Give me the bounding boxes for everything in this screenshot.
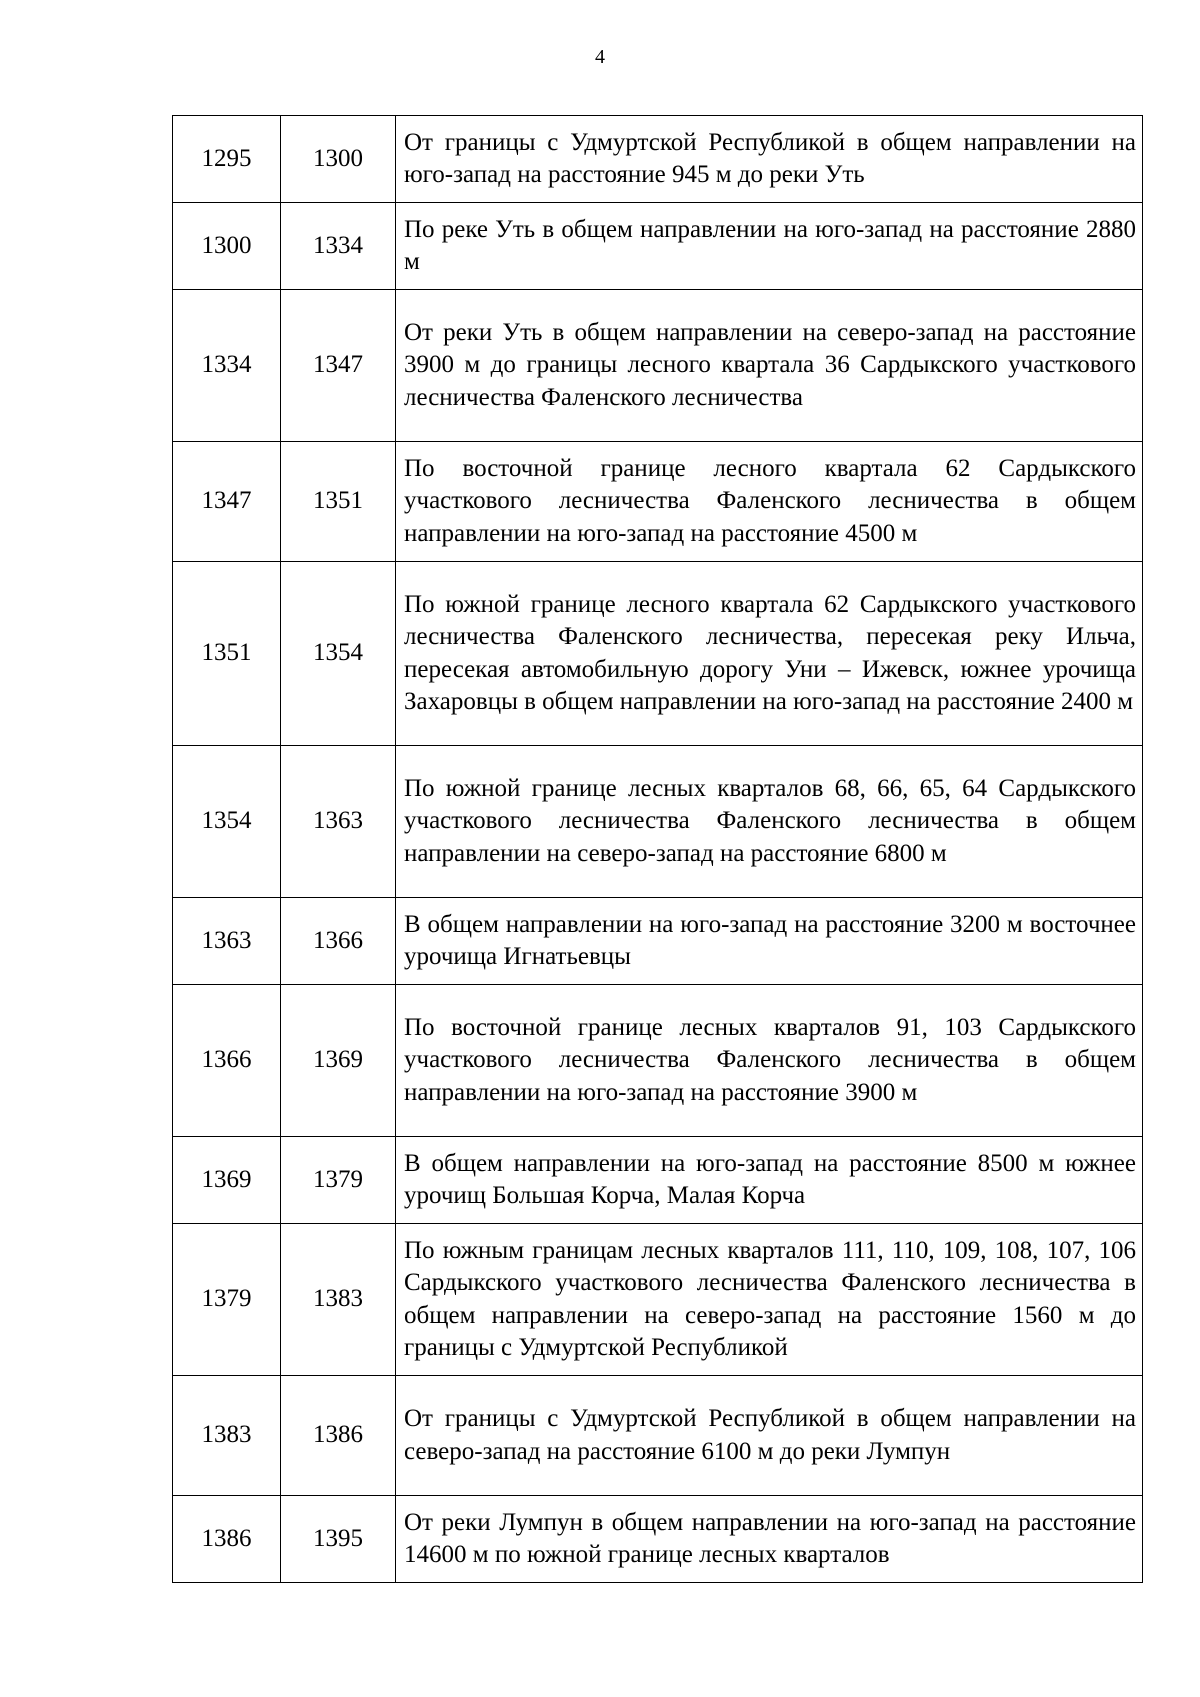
point-from-cell: 1354	[173, 746, 281, 898]
table-row	[173, 116, 1143, 203]
table-row	[173, 1496, 1143, 1583]
table-row	[173, 898, 1143, 985]
point-to-cell: 1363	[281, 746, 396, 898]
point-to-cell: 1383	[281, 1224, 396, 1376]
description-cell: По южной границе лесного квартала 62 Сардыкского участкового лесничества Фаленского лесничества, пересекая реку Ильча, пересекая автомобильную дорогу Уни – Ижевск, южнее урочища Захаровцы в общем направлении на юго-запад на расстояние 2400 м	[396, 562, 1143, 746]
point-from-cell: 1369	[173, 1137, 281, 1224]
point-from-cell: 1386	[173, 1496, 281, 1583]
description-cell: В общем направлении на юго-запад на расстояние 8500 м южнее урочищ Большая Корча, Малая Корча	[396, 1137, 1143, 1224]
table-row	[173, 985, 1143, 1137]
table-row	[173, 746, 1143, 898]
point-from-cell: 1347	[173, 442, 281, 562]
description-cell: От границы с Удмуртской Республикой в общем направлении на северо-запад на расстояние 6100 м до реки Лумпун	[396, 1376, 1143, 1496]
point-from-cell: 1383	[173, 1376, 281, 1496]
point-to-cell: 1366	[281, 898, 396, 985]
point-to-cell: 1369	[281, 985, 396, 1137]
table-row	[173, 442, 1143, 562]
point-from-cell: 1366	[173, 985, 281, 1137]
table-row	[173, 1224, 1143, 1376]
point-to-cell: 1395	[281, 1496, 396, 1583]
point-to-cell: 1354	[281, 562, 396, 746]
description-cell: От реки Уть в общем направлении на северо-запад на расстояние 3900 м до границы лесного квартала 36 Сардыкского участкового лесничества Фаленского лесничества	[396, 290, 1143, 442]
description-cell: От границы с Удмуртской Республикой в общем направлении на юго-запад на расстояние 945 м до реки Уть	[396, 116, 1143, 203]
point-to-cell: 1300	[281, 116, 396, 203]
point-from-cell: 1379	[173, 1224, 281, 1376]
point-from-cell: 1363	[173, 898, 281, 985]
description-cell: По восточной границе лесного квартала 62 Сардыкского участкового лесничества Фаленского лесничества в общем направлении на юго-запад на расстояние 4500 м	[396, 442, 1143, 562]
table-row	[173, 1137, 1143, 1224]
point-to-cell: 1347	[281, 290, 396, 442]
point-to-cell: 1351	[281, 442, 396, 562]
point-from-cell: 1300	[173, 203, 281, 290]
boundary-table	[172, 115, 1143, 1583]
description-cell: По реке Уть в общем направлении на юго-запад на расстояние 2880 м	[396, 203, 1143, 290]
point-to-cell: 1386	[281, 1376, 396, 1496]
description-cell: От реки Лумпун в общем направлении на юго-запад на расстояние 14600 м по южной границе лесных кварталов	[396, 1496, 1143, 1583]
point-to-cell: 1379	[281, 1137, 396, 1224]
description-cell: В общем направлении на юго-запад на расстояние 3200 м восточнее урочища Игнатьевцы	[396, 898, 1143, 985]
description-cell: По южным границам лесных кварталов 111, 110, 109, 108, 107, 106 Сардыкского участкового лесничества Фаленского лесничества в общем направлении на северо-запад на расстояние 1560 м до границы с Удмуртской Республикой	[396, 1224, 1143, 1376]
table-row	[173, 290, 1143, 442]
point-from-cell: 1334	[173, 290, 281, 442]
table-row	[173, 203, 1143, 290]
description-cell: По восточной границе лесных кварталов 91, 103 Сардыкского участкового лесничества Фаленского лесничества в общем направлении на юго-запад на расстояние 3900 м	[396, 985, 1143, 1137]
table-row	[173, 562, 1143, 746]
page-number: 4	[595, 46, 605, 68]
point-from-cell: 1351	[173, 562, 281, 746]
point-from-cell: 1295	[173, 116, 281, 203]
table-row	[173, 1376, 1143, 1496]
point-to-cell: 1334	[281, 203, 396, 290]
description-cell: По южной границе лесных кварталов 68, 66, 65, 64 Сардыкского участкового лесничества Фаленского лесничества в общем направлении на северо-запад на расстояние 6800 м	[396, 746, 1143, 898]
